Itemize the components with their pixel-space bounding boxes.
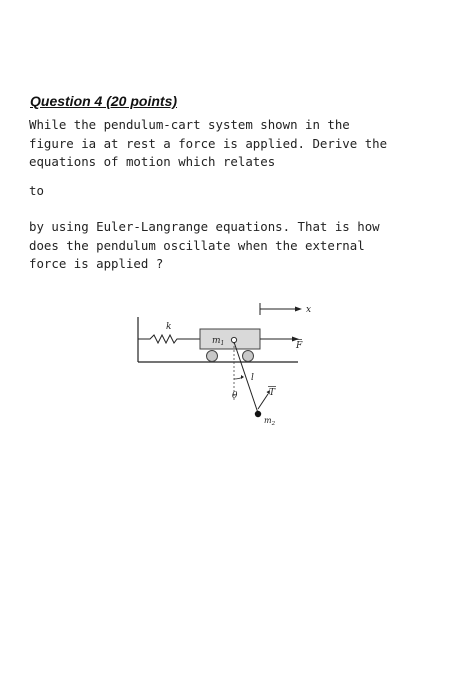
question-title: Question 4 (20 points)	[30, 93, 178, 109]
angle-label: θ	[232, 391, 238, 401]
cart-wheel-left	[207, 351, 218, 362]
x-axis-arrowhead	[295, 307, 302, 312]
spring	[138, 335, 200, 343]
bob-mass-label: $m_2$	[264, 416, 276, 427]
tension-label: T	[269, 388, 276, 398]
question-paragraph-2: to	[29, 183, 44, 198]
question-paragraph-3: by using Euler-Langrange equations. That is how does the pendulum oscillate when the external force is applied ?	[29, 219, 380, 271]
cart-mass-label: $m_1$	[212, 336, 225, 347]
pendulum-cart-figure	[130, 295, 330, 430]
cart-wheel-right	[243, 351, 254, 362]
cart-body	[200, 329, 260, 349]
force-label: F	[296, 341, 303, 351]
spring-label: k	[166, 322, 172, 332]
pivot	[231, 337, 236, 342]
tension-arrow	[258, 394, 268, 409]
question-paragraph-1: While the pendulum-cart system shown in the figure ia at rest a force is applied. Derive the equations of motion which relates	[29, 117, 388, 169]
pendulum-bob	[255, 411, 261, 417]
angle-arc-arrowhead	[241, 375, 244, 379]
length-label: l	[251, 373, 254, 383]
x-axis-label: x	[306, 305, 312, 315]
